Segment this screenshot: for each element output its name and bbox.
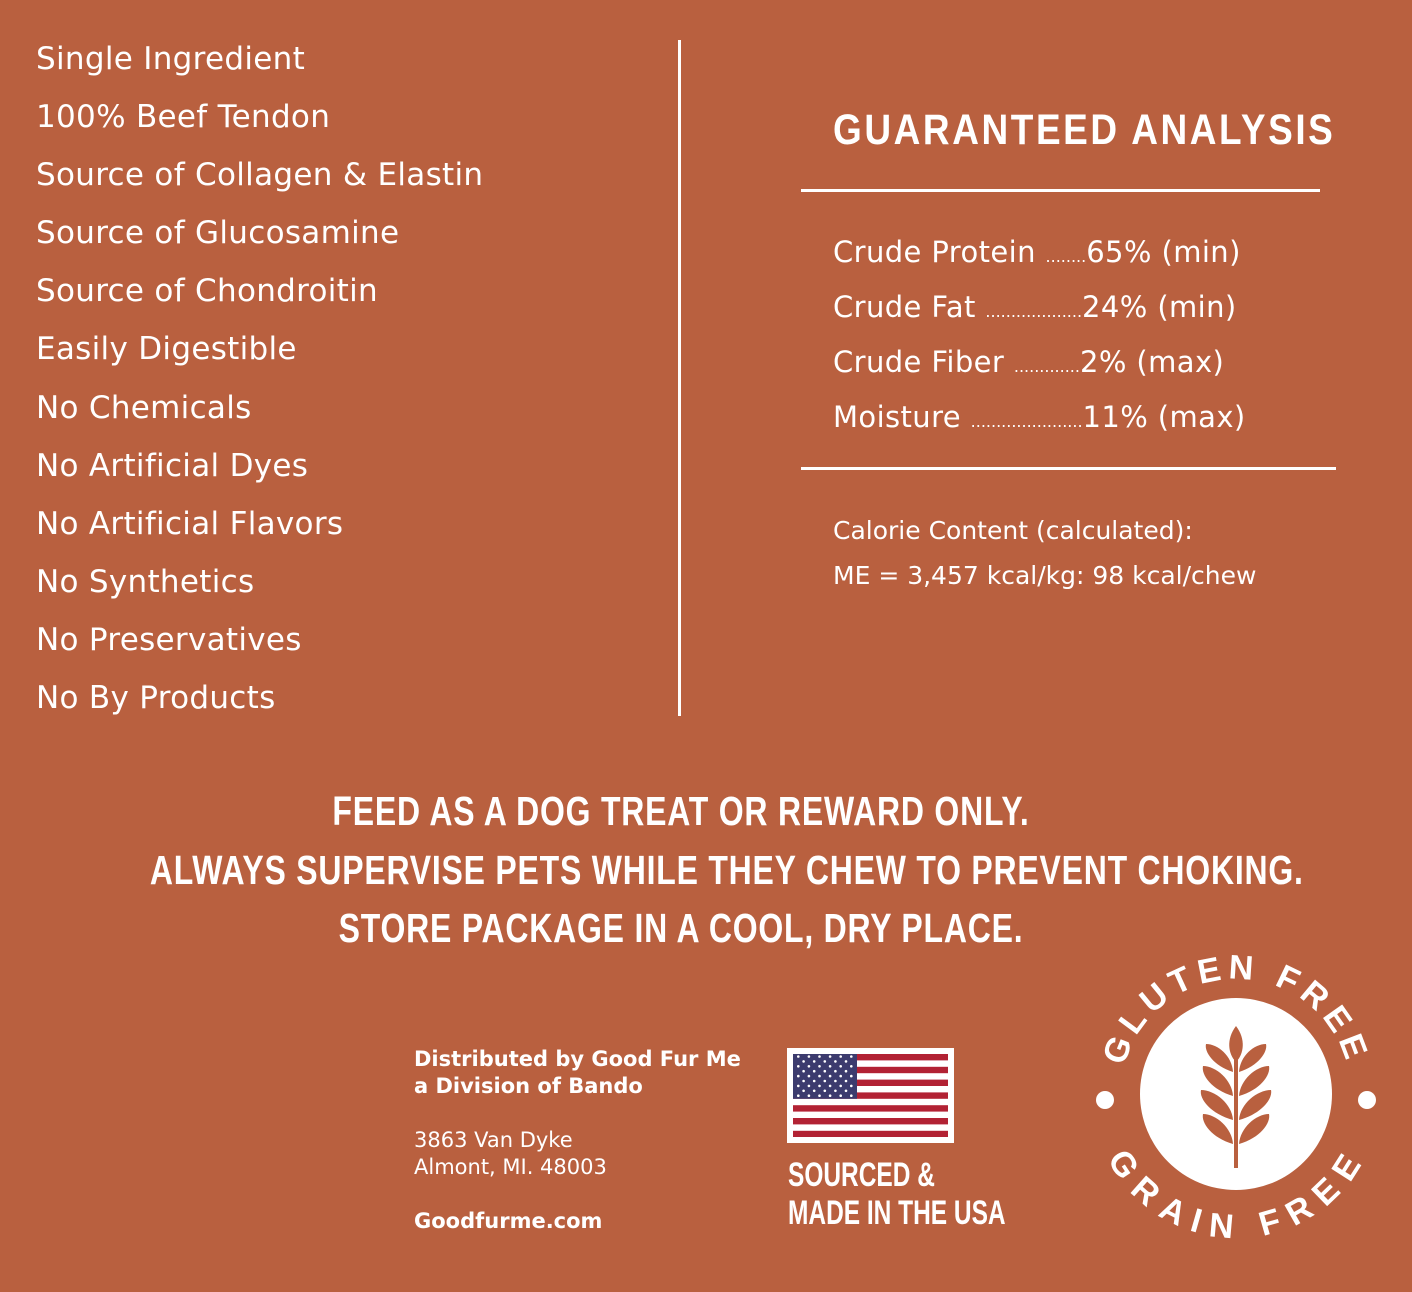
analysis-value: 11% (max) [1082, 400, 1246, 434]
address-city: Almont, MI. 48003 [414, 1155, 607, 1179]
warning-line: STORE PACKAGE IN A COOL, DRY PLACE. [338, 905, 1024, 951]
feature-item: No Synthetics [36, 563, 255, 600]
warning-line: FEED AS A DOG TREAT OR REWARD ONLY. [332, 788, 1030, 834]
analysis-dots: ............. [1013, 357, 1080, 376]
analysis-row [833, 392, 1246, 447]
analysis-name: Crude Fat [833, 290, 976, 324]
feature-item: Source of Chondroitin [36, 273, 379, 310]
vertical-divider [678, 40, 681, 716]
analysis-row [833, 227, 1246, 282]
analysis-name: Crude Protein [833, 235, 1036, 269]
analysis-value: 2% (max) [1079, 345, 1225, 379]
website-link: Goodfurme.com [414, 1209, 603, 1233]
analysis-name: Moisture [833, 400, 962, 434]
analysis-top-rule [801, 189, 1320, 192]
analysis-name: Crude Fiber [833, 345, 1005, 379]
analysis-title: GUARANTEED ANALYSIS [833, 106, 1336, 154]
us-flag-icon [787, 1048, 954, 1143]
feature-item: Source of Glucosamine [36, 215, 400, 252]
analysis-row [833, 337, 1246, 392]
badge-bottom-text: GRAIN FREE [1100, 1143, 1373, 1244]
calorie-value: ME = 3,457 kcal/kg: 98 kcal/chew [833, 561, 1257, 590]
feature-item: No Preservatives [36, 621, 302, 658]
feature-item: No Artificial Dyes [36, 447, 309, 484]
analysis-list [833, 227, 1246, 447]
calorie-label: Calorie Content (calculated): [833, 516, 1193, 545]
analysis-dots: ........ [1045, 247, 1087, 266]
analysis-bottom-rule [801, 467, 1336, 470]
made-in-line: SOURCED & [788, 1156, 935, 1194]
warning-block [0, 782, 1362, 958]
distributor-line: Distributed by Good Fur Me [414, 1047, 741, 1071]
feature-item: No By Products [36, 680, 276, 717]
feature-list [36, 30, 483, 727]
feature-item: 100% Beef Tendon [36, 99, 331, 136]
analysis-value: 24% (min) [1082, 290, 1237, 324]
distributor-info [414, 1046, 741, 1235]
analysis-dots: ................... [985, 302, 1083, 321]
analysis-row [833, 282, 1246, 337]
address-street: 3863 Van Dyke [414, 1128, 573, 1152]
feature-item: No Chemicals [36, 389, 252, 426]
feature-item: Single Ingredient [36, 41, 306, 77]
feature-item: Easily Digestible [36, 331, 297, 368]
calorie-content [833, 508, 1256, 598]
badge-dot-left [1096, 1091, 1114, 1109]
analysis-value: 65% (min) [1086, 235, 1241, 269]
badge-top-text: GLUTEN FREE [1095, 948, 1377, 1070]
feature-item: Source of Collagen & Elastin [36, 157, 484, 194]
made-in-usa [788, 1156, 1006, 1232]
analysis-dots: ...................... [970, 412, 1083, 431]
warning-line: ALWAYS SUPERVISE PETS WHILE THEY CHEW TO PREVENT CHOKING. [149, 846, 1304, 893]
badge-dot-right [1358, 1091, 1376, 1109]
distributor-division: a Division of Bando [414, 1074, 643, 1098]
feature-item: No Artificial Flavors [36, 505, 344, 542]
gluten-free-badge [1086, 944, 1386, 1248]
made-in-line: MADE IN THE USA [788, 1194, 1006, 1232]
